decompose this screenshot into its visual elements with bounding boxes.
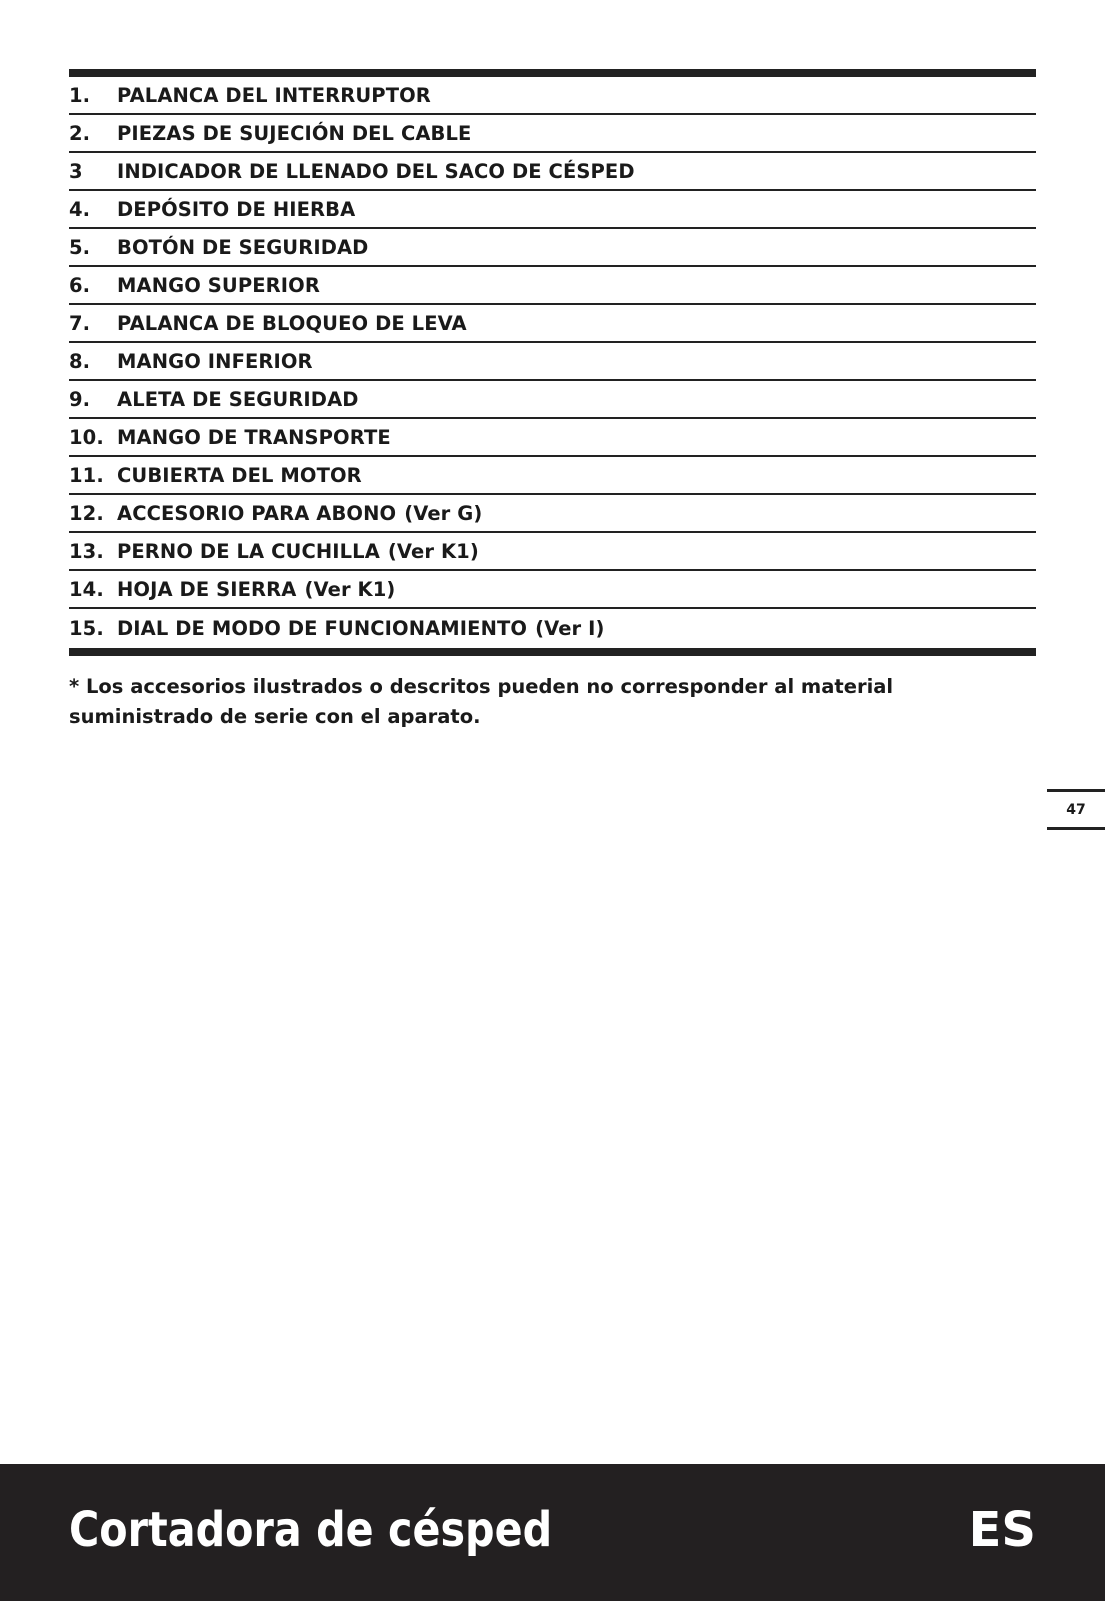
part-number: 7. (69, 311, 91, 335)
part-label: CUBIERTA DEL MOTOR (117, 463, 362, 487)
part-number: 9. (69, 387, 91, 411)
part-reference: (Ver I) (535, 617, 605, 640)
part-row (69, 115, 1036, 153)
part-number: 8. (69, 349, 91, 373)
part-label: INDICADOR DE LLENADO DEL SACO DE CÉSPED (117, 159, 635, 183)
part-label: PERNO DE LA CUCHILLA (117, 539, 380, 563)
part-label: ALETA DE SEGURIDAD (117, 387, 359, 411)
part-number: 1. (69, 83, 91, 107)
part-row (69, 343, 1036, 381)
part-label: PIEZAS DE SUJECIÓN DEL CABLE (117, 121, 472, 145)
part-label: MANGO SUPERIOR (117, 273, 320, 297)
part-label: MANGO INFERIOR (117, 349, 313, 373)
part-label: PALANCA DE BLOQUEO DE LEVA (117, 311, 467, 335)
part-row (69, 77, 1036, 115)
part-row (69, 457, 1036, 495)
part-number: 15. (69, 617, 104, 640)
part-row (69, 229, 1036, 267)
part-row (69, 191, 1036, 229)
part-row (69, 571, 1036, 609)
accessories-footnote: * Los accesorios ilustrados o descritos pueden no corresponder al material suministrado de serie con el aparato. (69, 675, 894, 728)
part-number: 6. (69, 273, 91, 297)
part-number: 2. (69, 121, 91, 145)
part-row (69, 533, 1036, 571)
parts-list (69, 69, 1036, 656)
part-label: PALANCA DEL INTERRUPTOR (117, 83, 431, 107)
part-label: BOTÓN DE SEGURIDAD (117, 235, 369, 259)
part-row (69, 609, 1036, 648)
part-row (69, 153, 1036, 191)
part-number: 11. (69, 463, 104, 487)
part-number: 5. (69, 235, 91, 259)
part-label: DEPÓSITO DE HIERBA (117, 197, 356, 221)
part-number: 12. (69, 501, 104, 525)
part-row (69, 381, 1036, 419)
part-number: 13. (69, 539, 104, 563)
part-row (69, 419, 1036, 457)
part-row (69, 305, 1036, 343)
part-label: HOJA DE SIERRA (117, 577, 297, 601)
language-code: ES (968, 1502, 1036, 1558)
part-label: MANGO DE TRANSPORTE (117, 425, 391, 449)
part-reference: (Ver G) (404, 501, 483, 525)
part-number: 3 (69, 159, 83, 183)
part-label: DIAL DE MODO DE FUNCIONAMIENTO (117, 617, 528, 640)
part-row (69, 495, 1036, 533)
page-number: 47 (1047, 789, 1105, 830)
part-reference: (Ver K1) (304, 577, 396, 601)
footer-title: Cortadora de césped (69, 1502, 553, 1558)
part-row (69, 267, 1036, 305)
part-number: 4. (69, 197, 91, 221)
part-reference: (Ver K1) (387, 539, 479, 563)
part-number: 14. (69, 577, 104, 601)
part-label: ACCESORIO PARA ABONO (117, 501, 397, 525)
part-number: 10. (69, 425, 104, 449)
